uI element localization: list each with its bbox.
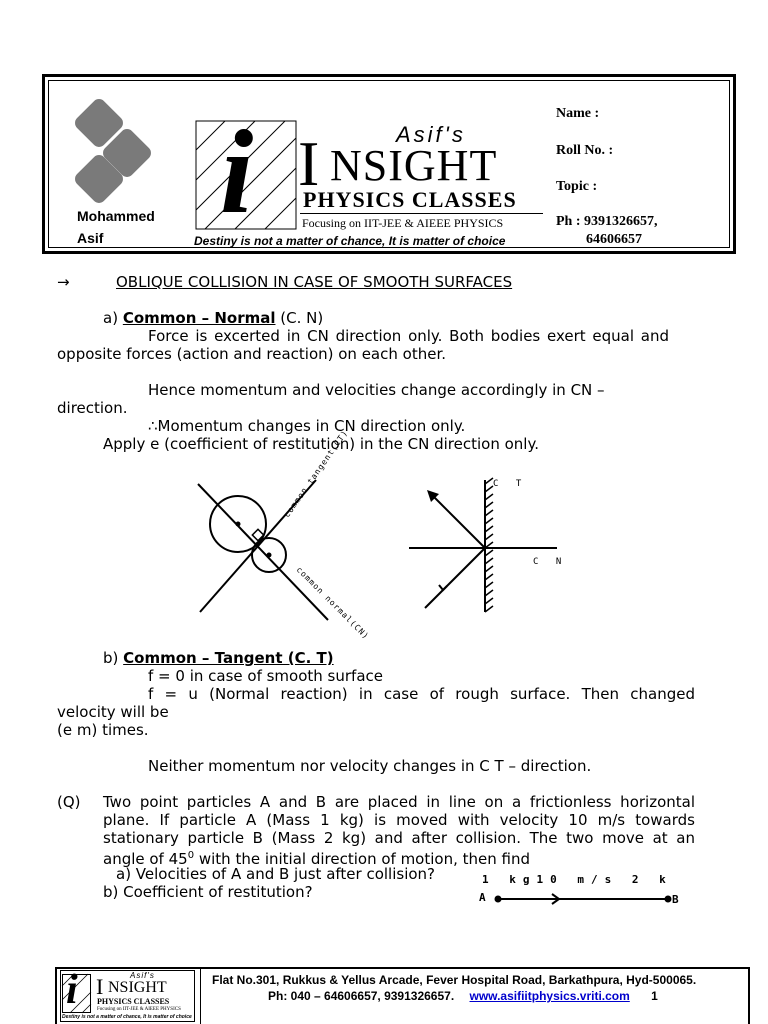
section-a-title-line	[103, 309, 323, 327]
section-a-title: Common – Normal	[122, 309, 276, 327]
paragraph-3: ∴Momentum changes in CN direction only.	[148, 417, 466, 435]
brand-divider	[300, 213, 543, 214]
friction-line-2: f = u (Normal reaction) in case of rough surface. Then changed	[148, 685, 695, 703]
question-part-b: b) Coefficient of restitution?	[103, 883, 313, 901]
brand-motto: Destiny is not a matter of chance, It is matter of choice	[194, 234, 506, 248]
question-part-a: a) Velocities of A and B just after collision?	[116, 865, 436, 883]
question-line-1: Two point particles A and B are placed in line on a frictionless horizontal	[103, 793, 695, 811]
question-line-2: plane. If particle A (Mass 1 kg) is moved with velocity 10 m/s towards	[103, 811, 695, 829]
section-a-prefix: a)	[103, 309, 119, 327]
brand-top-text: Asif's	[396, 122, 466, 147]
paragraph-2-line-1: Hence momentum and velocities change accordingly in CN –	[148, 381, 605, 399]
footer-brand-top: Asif's	[130, 971, 155, 980]
incident-ray	[425, 548, 485, 608]
particle-a-dot	[495, 896, 502, 903]
friction-line-4: (e m) times.	[57, 721, 149, 739]
particles-top-label: 1 kg10 m/s 2 k	[482, 873, 673, 886]
footer-phone: Ph: 040 – 64606657, 9391326657.	[268, 989, 455, 1003]
degree-superscript: 0	[187, 850, 195, 861]
question-line-4-start: angle of 45	[103, 850, 188, 868]
brand-letter: i	[220, 105, 254, 238]
ct-label: C T	[493, 479, 528, 489]
particle-b-label: B	[672, 893, 679, 906]
footer-brand-letter: i	[66, 967, 78, 1013]
footer-brand-motto: Destiny is not a matter of chance, It is matter of choice	[62, 1014, 192, 1020]
logo-diamonds-icon	[70, 98, 160, 208]
brand-main-text: NSIGHT	[330, 141, 498, 190]
section-heading: OBLIQUE COLLISION IN CASE OF SMOOTH SURFACES	[116, 273, 513, 291]
section-b-title: Common – Tangent (C. T)	[123, 649, 334, 667]
footer-address: Flat No.301, Rukkus & Yellus Arcade, Fever Hospital Road, Barkathpura, Hyd-500065.	[212, 973, 697, 987]
footer-brand-initial: I	[96, 974, 104, 999]
footer-contact-line	[268, 989, 658, 1003]
paragraph-2-line-2: direction.	[57, 399, 128, 417]
question-line-4-end: with the initial direction of motion, then find	[194, 850, 530, 868]
phone-second: 64606657	[586, 232, 642, 247]
section-b-title-line	[103, 649, 334, 667]
brand-sub-text: PHYSICS CLASSES	[303, 187, 517, 212]
paragraph-1-line-2: opposite forces (action and reaction) on each other.	[57, 345, 446, 363]
reflected-ray	[429, 492, 485, 548]
paragraph-4: Apply e (coefficient of restitution) in the CN direction only.	[103, 435, 539, 453]
section-a-suffix: (C. N)	[280, 309, 324, 327]
tangent-label: common tangent(CT)	[282, 428, 350, 520]
wall-hatching	[485, 478, 493, 612]
question-line-3: stationary particle B (Mass 2 kg) and after collision. The two move at an	[103, 829, 695, 847]
normal-label: common normal(CN)	[294, 565, 371, 642]
author-first-name: Mohammed	[77, 208, 155, 224]
roll-label: Roll No. :	[556, 143, 614, 158]
phone-label: Ph : 9391326657,	[556, 214, 658, 229]
wall-reflection-diagram	[405, 472, 575, 617]
brand-initial: I	[298, 128, 320, 199]
friction-line-3: velocity will be	[57, 703, 169, 721]
particle-a-label: A	[479, 891, 486, 904]
page-number: 1	[651, 989, 658, 1003]
cn-label: C N	[533, 557, 568, 567]
friction-line-1: f = 0 in case of smooth surface	[148, 667, 383, 685]
author-last-name: Asif	[77, 230, 104, 246]
footer-brand-main: NSIGHT	[108, 979, 167, 996]
name-label: Name :	[556, 106, 600, 121]
particles-diagram	[472, 868, 702, 910]
collision-diagram	[190, 428, 371, 642]
footer-brand-sub: PHYSICS CLASSES	[97, 997, 170, 1006]
footer-divider	[200, 968, 201, 1024]
section-b-prefix: b)	[103, 649, 119, 667]
paragraph-5: Neither momentum nor velocity changes in C T – direction.	[148, 757, 592, 775]
footer-brand-focus: Focusing on IIT-JEE & AIEEE PHYSICS	[97, 1007, 181, 1012]
brand-focus-text: Focusing on IIT-JEE & AIEEE PHYSICS	[302, 216, 504, 230]
topic-label: Topic :	[556, 179, 598, 194]
paragraph-1-line-1: Force is excerted in CN direction only. Both bodies exert equal and	[148, 327, 669, 345]
question-label: (Q)	[57, 793, 81, 811]
footer-website-link[interactable]: www.asifiitphysics.vriti.com	[469, 989, 630, 1003]
heading-arrow: →	[57, 273, 70, 291]
particle-b-dot	[665, 896, 672, 903]
